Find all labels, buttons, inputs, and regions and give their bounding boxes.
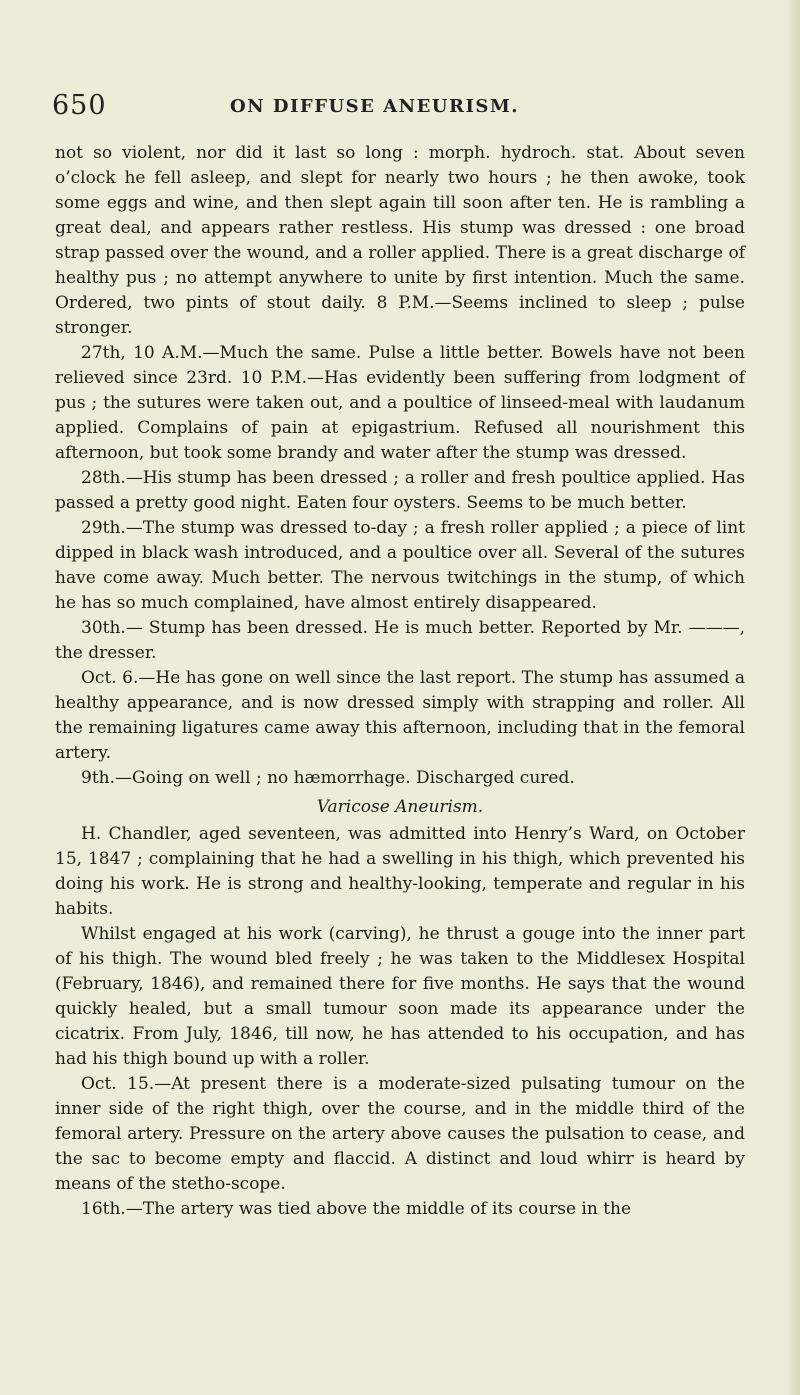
page-number: 650 xyxy=(52,90,107,121)
page-edge-shadow xyxy=(786,0,800,1395)
body-text xyxy=(55,141,745,1222)
paragraph-oct-6: Oct. 6.—He has gone on well since the last report. The stump has assumed a healthy appearance, and is now dressed simply with strapping and roller. All the remaining ligatures came away this afternoon, including that in the femoral artery. xyxy=(55,668,745,763)
paragraph-9th: 9th.—Going on well ; no hæmorrhage. Discharged cured. xyxy=(81,768,575,788)
paragraph-27th: 27th, 10 A.M.—Much the same. Pulse a little better. Bowels have not been relieved since 23rd. 10 P.M.—Has evidently been suffering from lodgment of pus ; the sutures were taken out, and a poultice of linseed-meal with laudanum applied. Complains of pain at epigastrium. Refused all nourishment this afternoon, but took some brandy and water after the stump was dressed. xyxy=(55,343,745,463)
paragraph-continued: not so violent, nor did it last so long : morph. hydroch. stat. About seven o’clock he fell asleep, and slept for nearly two hours ; he then awoke, took some eggs and wine, and then slept again till soon after ten. He is rambling a great deal, and appears rather restless. His stump was dressed : one broad strap passed over the wound, and a roller applied. There is a great discharge of healthy pus ; no attempt anywhere to unite by first intention. Much the same. Ordered, two pints of stout daily. 8 P.M.—Seems inclined to sleep ; pulse stronger. xyxy=(55,143,745,338)
page-header xyxy=(52,90,752,126)
paragraph-16th: 16th.—The artery was tied above the middle of its course in the xyxy=(81,1199,632,1219)
paragraph-oct-15: Oct. 15.—At present there is a moderate-sized pulsating tumour on the inner side of the right thigh, over the course, and in the middle third of the femoral artery. Pressure on the artery above causes the pulsation to cease, and the sac to become empty and flaccid. A distinct and loud whirr is heard by means of the stetho-scope. xyxy=(55,1074,745,1194)
running-head: ON DIFFUSE ANEURISM. xyxy=(230,96,520,117)
paragraph-29th: 29th.—The stump was dressed to-day ; a fresh roller applied ; a piece of lint dipped in black wash introduced, and a poultice over all. Several of the sutures have come away. Much better. The nervous twitchings in the stump, of which he has so much complained, have almost entirely disappeared. xyxy=(55,518,745,613)
paragraph-case-intro: H. Chandler, aged seventeen, was admitted into Henry’s Ward, on October 15, 1847 ; complaining that he had a swelling in his thigh, which prevented his doing his work. He is strong and healthy-looking, temperate and regular in his habits. xyxy=(55,824,745,919)
paragraph-history: Whilst engaged at his work (carving), he thrust a gouge into the inner part of his thigh. The wound bled freely ; he was taken to the Middlesex Hospital (February, 1846), and remained there for five months. He says that the wound quickly healed, but a small tumour soon made its appearance under the cicatrix. From July, 1846, till now, he has attended to his occupation, and has had his thigh bound up with a roller. xyxy=(55,924,745,1069)
paragraph-28th: 28th.—His stump has been dressed ; a roller and fresh poultice applied. Has passed a pretty good night. Eaten four oysters. Seems to be much better. xyxy=(55,468,745,513)
section-title: Varicose Aneurism. xyxy=(316,797,484,817)
paragraph-30th: 30th.— Stump has been dressed. He is much better. Reported by Mr. ———, the dresser. xyxy=(55,618,745,663)
